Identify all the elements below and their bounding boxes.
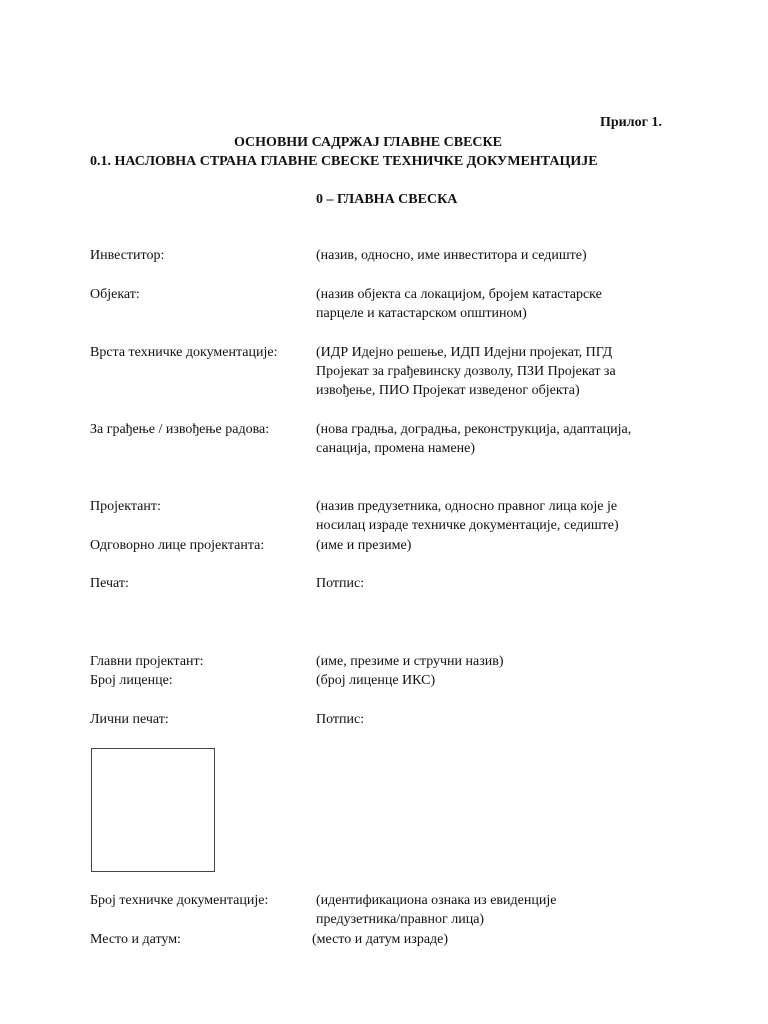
- document-subtitle: 0.1. НАСЛОВНА СТРАНА ГЛАВНЕ СВЕСКЕ ТЕХНИЧКЕ ДОКУМЕНТАЦИЈЕ: [90, 154, 598, 169]
- appendix-label: Прилог 1.: [600, 115, 662, 130]
- signature-label: Потпис:: [316, 576, 365, 591]
- personal-signature-label: Потпис:: [316, 712, 365, 727]
- responsible-person-value: (име и презиме): [316, 538, 412, 553]
- designer-value-line1: (назив предузетника, односно правног лица које је: [316, 499, 618, 514]
- designer-value-line2: носилац израде техничке документације, седиште): [316, 518, 619, 533]
- seal-label: Печат:: [90, 576, 129, 591]
- license-value: (број лиценце ИКС): [316, 673, 436, 688]
- personal-seal-box: [91, 748, 215, 872]
- doc-number-label: Број техничке документације:: [90, 893, 269, 908]
- designer-label: Пројектант:: [90, 499, 161, 514]
- doc-type-value-line2: Пројекат за грађевинску дозволу, ПЗИ Пројекат за: [316, 364, 616, 379]
- personal-seal-label: Лични печат:: [90, 712, 169, 727]
- license-label: Број лиценце:: [90, 673, 173, 688]
- place-date-value: (место и датум израде): [312, 932, 449, 947]
- works-value-line1: (нова градња, доградња, реконструкција, адаптација,: [316, 422, 632, 437]
- responsible-person-label: Одговорно лице пројектанта:: [90, 538, 265, 553]
- doc-number-value-line2: предузетника/правног лица): [316, 912, 485, 927]
- doc-type-value-line3: извођење, ПИО Пројекат изведеног објекта): [316, 383, 580, 398]
- doc-number-value-line1: (идентификациона ознака из евиденције: [316, 893, 557, 908]
- object-value-line2: парцеле и катастарском општином): [316, 306, 527, 321]
- doc-type-label: Врста техничке документације:: [90, 345, 278, 360]
- place-date-label: Место и датум:: [90, 932, 181, 947]
- investor-value: (назив, односно, име инвеститора и седиште): [316, 248, 587, 263]
- document-title: ОСНОВНИ САДРЖАЈ ГЛАВНЕ СВЕСКЕ: [234, 135, 503, 150]
- investor-label: Инвеститор:: [90, 248, 165, 263]
- works-value-line2: санација, промена намене): [316, 441, 476, 456]
- doc-type-value-line1: (ИДР Идејно решење, ИДП Идејни пројекат, ПГД: [316, 345, 613, 360]
- chief-designer-label: Главни пројектант:: [90, 654, 204, 669]
- works-label: За грађење / извођење радова:: [90, 422, 270, 437]
- object-label: Објекат:: [90, 287, 140, 302]
- volume-title: 0 – ГЛАВНА СВЕСКА: [316, 192, 458, 207]
- object-value-line1: (назив објекта са локацијом, бројем катастарске: [316, 287, 602, 302]
- chief-designer-value: (име, презиме и стручни назив): [316, 654, 504, 669]
